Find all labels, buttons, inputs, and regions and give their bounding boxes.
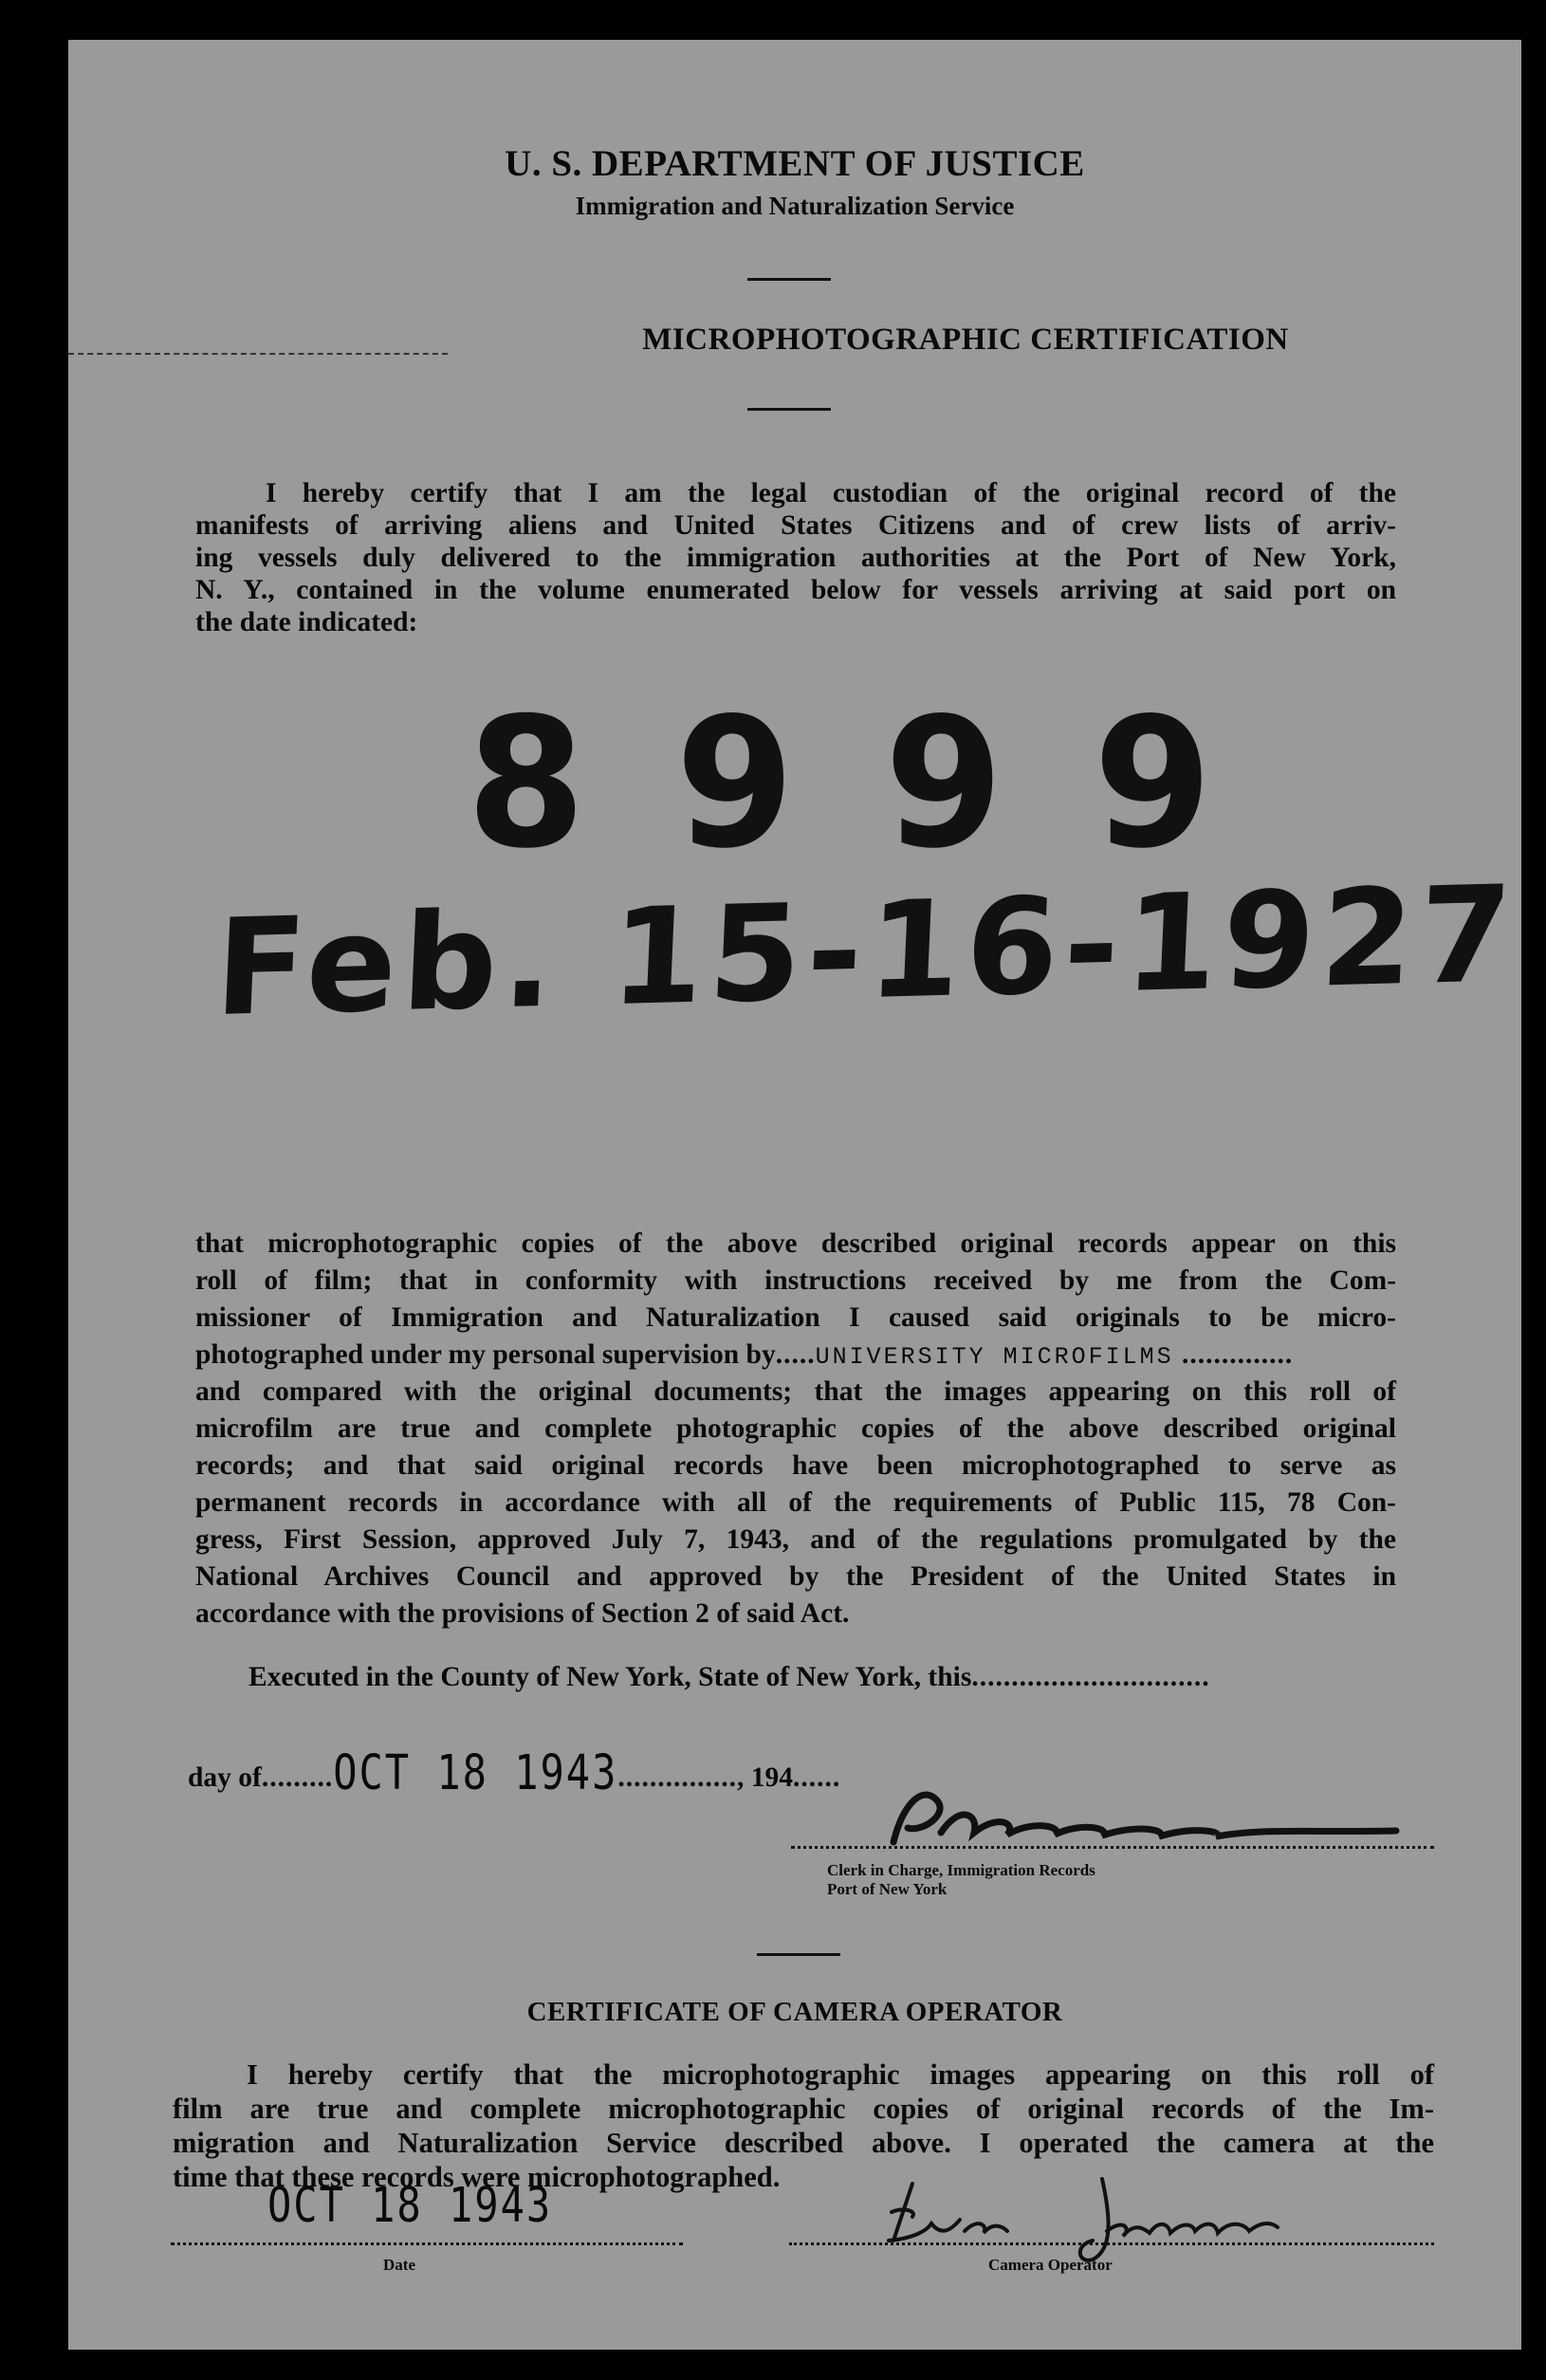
supervision-prefix: photographed under my personal supervision by [195, 1339, 776, 1370]
operator-label: Camera Operator [988, 2256, 1113, 2274]
text-line: roll of film; that in conformity with instructions received by me from the Com- [195, 1265, 1396, 1296]
text-line: I hereby certify that the microphotographic images appearing on this roll of [247, 2058, 1434, 2091]
executed-text: Executed in the County of New York, State of New York, this [248, 1662, 972, 1692]
text-line: gress, First Session, approved July 7, 1943, and of the regulations promulgated by the [195, 1524, 1396, 1555]
operator-signature [874, 2165, 1349, 2269]
text-line: that microphotographic copies of the above described original records appear on this [195, 1228, 1396, 1259]
text-line: permanent records in accordance with all of the requirements of Public 115, 78 Con- [195, 1487, 1396, 1518]
supervisor-name: UNIVERSITY MICROFILMS [815, 1343, 1174, 1371]
text-line: accordance with the provisions of Section 2 of said Act. [195, 1598, 850, 1629]
text-line: N. Y., contained in the volume enumerated below for vessels arriving at said port on [195, 575, 1396, 605]
divider [757, 1953, 840, 1956]
camera-certificate-title: CERTIFICATE OF CAMERA OPERATOR [526, 1997, 1063, 2027]
department-heading: U. S. DEPARTMENT OF JUSTICE [505, 143, 1085, 184]
clerk-port-line: Port of New York [827, 1880, 948, 1898]
text-line: the date indicated: [195, 607, 418, 637]
text-line: records; and that said original records have been microphotographed to serve as [195, 1450, 1396, 1481]
text-line: National Archives Council and approved by the President of the United States in [195, 1561, 1396, 1592]
divider [747, 278, 831, 281]
camera-date-stamp: OCT 18 1943 [267, 2177, 553, 2233]
executed-line: Executed in the County of New York, State of New York, this.............................. [248, 1662, 1210, 1692]
service-subheading: Immigration and Naturalization Service [575, 192, 1015, 220]
text-line: and compared with the original documents; that the images appearing on this roll of [195, 1376, 1396, 1407]
certification-body [195, 1226, 1396, 1629]
text-line: ing vessels duly delivered to the immigration authorities at the Port of New York, [195, 543, 1396, 573]
supervision-line: photographed under my personal supervision by.....UNIVERSITY MICROFILMS .............. [195, 1339, 1294, 1371]
certificate-sheet [68, 40, 1521, 2350]
year-suffix: , 194 [737, 1762, 794, 1793]
day-of-date-stamp: OCT 18 1943 [333, 1744, 618, 1800]
intro-paragraph [195, 478, 1396, 637]
date-label: Date [383, 2256, 415, 2274]
text-line: microfilm are true and complete photographic copies of the above described original [195, 1413, 1396, 1444]
handwritten-volume-number: 8999 [467, 679, 1302, 889]
text-line: migration and Naturalization Service described above. I operated the camera at the [173, 2127, 1434, 2159]
text-line: I hereby certify that I am the legal custodian of the original record of the [266, 478, 1396, 508]
text-line: time that these records were microphotographed. [173, 2161, 781, 2193]
day-of-line: day of.........OCT 18 1943..............., 194...... [188, 1744, 841, 1800]
text-line: manifests of arriving aliens and United States Citizens and of crew lists of arriv- [195, 510, 1396, 541]
clerk-signature [884, 1776, 1415, 1861]
clerk-title-line: Clerk in Charge, Immigration Records [827, 1861, 1095, 1879]
camera-certificate-body [173, 2058, 1434, 2193]
date-line [171, 2242, 683, 2245]
handwritten-volume-date: Feb. 15-16-1927 [212, 857, 1520, 1047]
clerk-title [827, 1861, 1095, 1899]
text-line: film are true and complete microphotographic copies of original records of the Im- [173, 2093, 1434, 2125]
divider [747, 408, 831, 411]
certification-title: MICROPHOTOGRAPHIC CERTIFICATION [642, 323, 1289, 357]
day-of-label: day of [188, 1762, 262, 1793]
text-line: missioner of Immigration and Naturalization I caused said originals to be micro- [195, 1302, 1396, 1333]
